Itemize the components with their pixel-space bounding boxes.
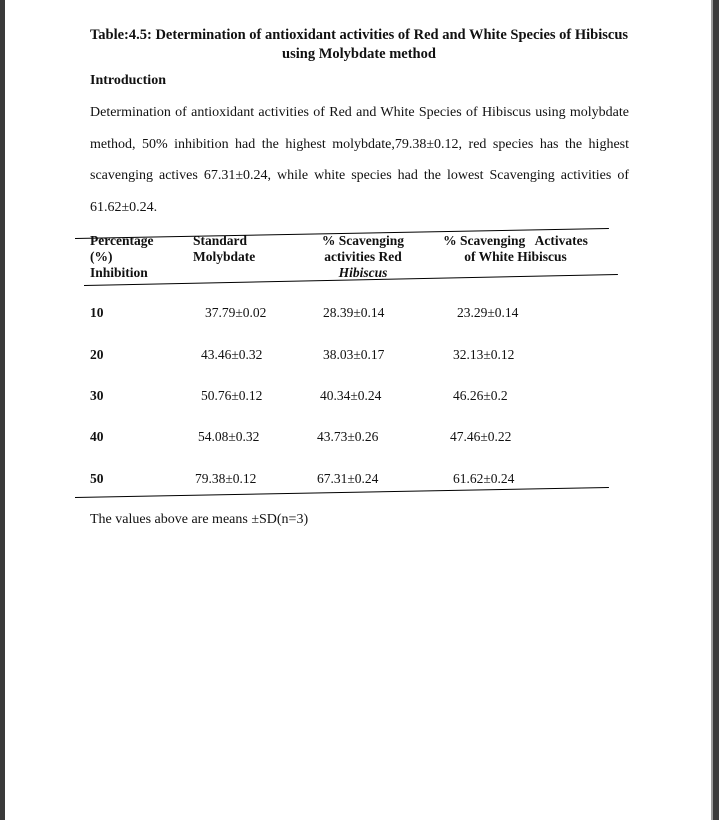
header-text: Inhibition: [90, 265, 148, 280]
table-cell-red: 43.73±0.26: [317, 429, 379, 444]
table-cell-red: 40.34±0.24: [320, 388, 382, 403]
table-cell-standard: 79.38±0.12: [195, 471, 257, 486]
introduction-heading: Introduction: [90, 73, 166, 88]
table-cell-red: 67.31±0.24: [317, 471, 379, 486]
page-left-border: [0, 0, 5, 820]
header-text: Standard: [193, 233, 248, 248]
table-cell-standard: 43.46±0.32: [201, 347, 263, 362]
header-percentage-inhibition: [90, 233, 153, 281]
table-cell-standard: 50.76±0.12: [201, 388, 263, 403]
table-footnote: The values above are means ±SD(n=3): [90, 512, 309, 527]
table-cell-inhibition: 20: [90, 347, 104, 362]
intro-paragraph-line-1: Determination of antioxidant activities of Red and White Species of Hibiscus using molybdate: [90, 105, 629, 120]
intro-paragraph-line-3: scavenging actives 67.31±0.24, while white species had the lowest Scavenging activities of: [90, 168, 629, 183]
header-text: % Scavenging Activates: [443, 233, 588, 248]
table-cell-white: 61.62±0.24: [453, 471, 515, 486]
header-red-hibiscus: [319, 233, 407, 281]
table-cell-white: 46.26±0.2: [453, 388, 508, 403]
header-text: Molybdate: [193, 249, 256, 264]
header-text: of White Hibiscus: [464, 249, 567, 264]
intro-paragraph-line-4: 61.62±0.24.: [90, 200, 158, 215]
header-text: (%): [90, 249, 113, 264]
table-cell-white: 23.29±0.14: [457, 305, 519, 320]
header-white-hibiscus: [438, 233, 593, 265]
header-text: % Scavenging: [321, 233, 405, 248]
header-standard-molybdate: [193, 233, 255, 265]
table-cell-standard: 54.08±0.32: [198, 429, 260, 444]
header-text: activities Red: [324, 249, 402, 264]
table-cell-white: 47.46±0.22: [450, 429, 512, 444]
table-cell-inhibition: 40: [90, 429, 104, 444]
intro-paragraph-line-2: method, 50% inhibition had the highest molybdate,79.38±0.12, red species has the highest: [90, 137, 629, 152]
header-text: Percentage: [90, 233, 154, 248]
table-cell-standard: 37.79±0.02: [205, 305, 267, 320]
table-title-line-1: Table:4.5: Determination of antioxidant activities of Red and White Species of Hibiscus: [89, 27, 629, 43]
page-right-border: [713, 0, 719, 820]
table-cell-red: 38.03±0.17: [323, 347, 385, 362]
table-cell-inhibition: 10: [90, 305, 104, 320]
table-title-line-2: using Molybdate method: [282, 46, 436, 62]
table-cell-inhibition: 50: [90, 471, 104, 486]
header-text: Hibiscus: [338, 265, 388, 280]
table-bottom-rule: [75, 487, 609, 498]
table-cell-red: 28.39±0.14: [323, 305, 385, 320]
table-cell-inhibition: 30: [90, 388, 104, 403]
table-cell-white: 32.13±0.12: [453, 347, 515, 362]
table-title: [88, 26, 630, 64]
